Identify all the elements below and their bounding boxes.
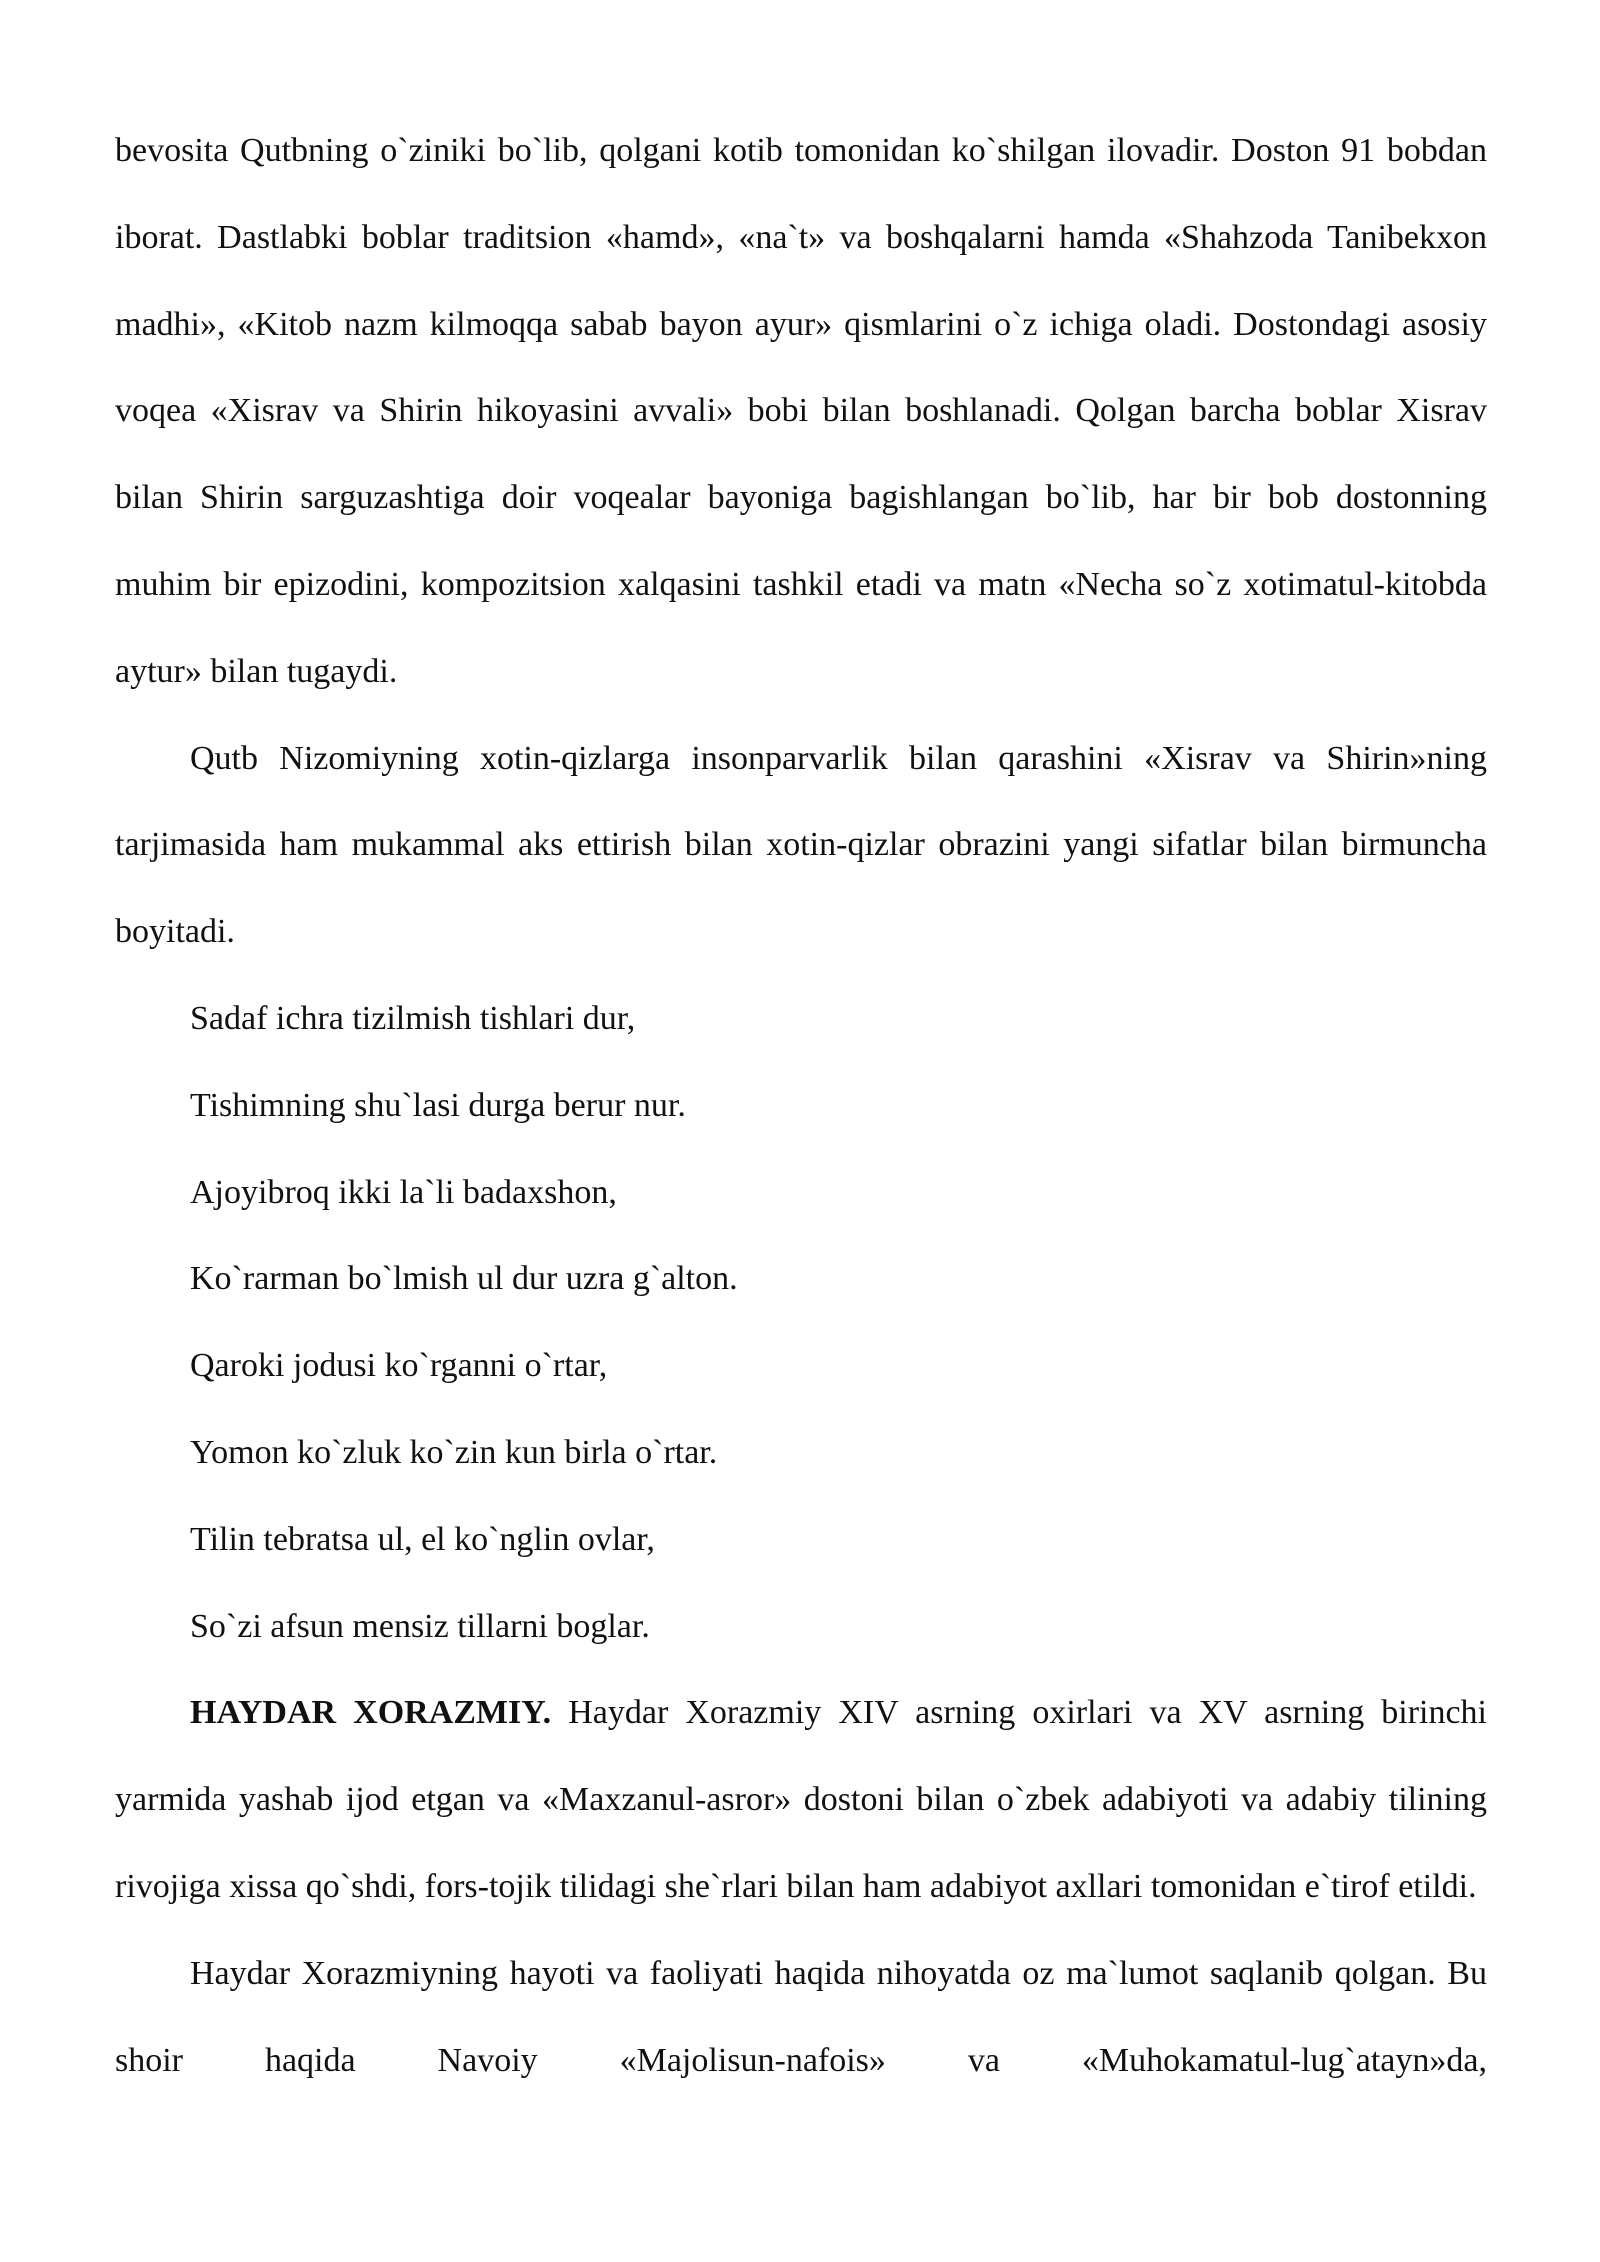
poem (115, 976, 1487, 1670)
poem-line: Yomon ko`zluk ko`zin kun birla o`rtar. (190, 1433, 718, 1471)
poem-line: Sadaf ichra tizilmish tishlari dur, (190, 999, 636, 1037)
paragraph-haydar-body: Haydar Xorazmiy XIV asrning oxirlari va XV asrning birinchi yarmida yashab ijod etgan va «Maxzanul-asror» dostoni bilan o`zbek adabiyoti va adabiy tilining rivojiga xissa qo`shdi, fors-tojik tilidagi she`rlari bilan ham adabiyot axllari tomonidan e`tirof etildi. (115, 1694, 1487, 1905)
poem-line: So`zi afsun mensiz tillarni boglar. (190, 1607, 650, 1645)
paragraph-intro: bevosita Qutbning o`ziniki bo`lib, qolgani kotib tomonidan ko`shilgan ilovadir. Doston 91 bobdan iborat. Dastlabki boblar traditsion «hamd», «na`t» va boshqalarni hamda «Shahzoda Tanibekxon madhi», «Kitob nazm kilmoqqa sabab bayon ayur» qismlarini o`z ichiga oladi. Dostondagi asosiy voqea «Xisrav va Shirin hikoyasini avvali» bobi bilan boshlanadi. Qolgan barcha boblar Xisrav bilan Shirin sarguzashtiga doir voqealar bayoniga bagishlangan bo`lib, har bir bob dostonning muhim bir epizodini, kompozitsion xalqasini tashkil etadi va matn «Necha so`z xotimatul-kitobda aytur» bilan tugaydi. (115, 132, 1487, 690)
poem-line: Tishimning shu`lasi durga berur nur. (190, 1086, 686, 1124)
paragraph-qutb: Qutb Nizomiyning xotin-qizlarga insonparvarlik bilan qarashini «Xisrav va Shirin»ning tarjimasida ham mukammal aks ettirish bilan xotin-qizlar obrazini yangi sifatlar bilan birmuncha boyitadi. (115, 739, 1487, 951)
document-page (115, 108, 1487, 2104)
poem-line: Qaroki jodusi ko`rganni o`rtar, (190, 1347, 608, 1385)
paragraph-haydar-life: Haydar Xorazmiyning hayoti va faoliyati haqida nihoyatda oz ma`lumot saqlanib qolgan. Bu shoir haqida Navoiy «Majolisun-nafois» va «Muhokamatul-lug`atayn»da, (115, 1954, 1487, 2079)
paragraph-haydar (115, 1670, 1487, 1930)
poem-line: Tilin tebratsa ul, el ko`nglin ovlar, (190, 1520, 655, 1558)
section-heading: HAYDAR XORAZMIY. (190, 1694, 552, 1732)
poem-line: Ko`rarman bo`lmish ul dur uzra g`alton. (190, 1260, 738, 1298)
poem-line: Ajoyibroq ikki la`li badaxshon, (190, 1173, 617, 1211)
